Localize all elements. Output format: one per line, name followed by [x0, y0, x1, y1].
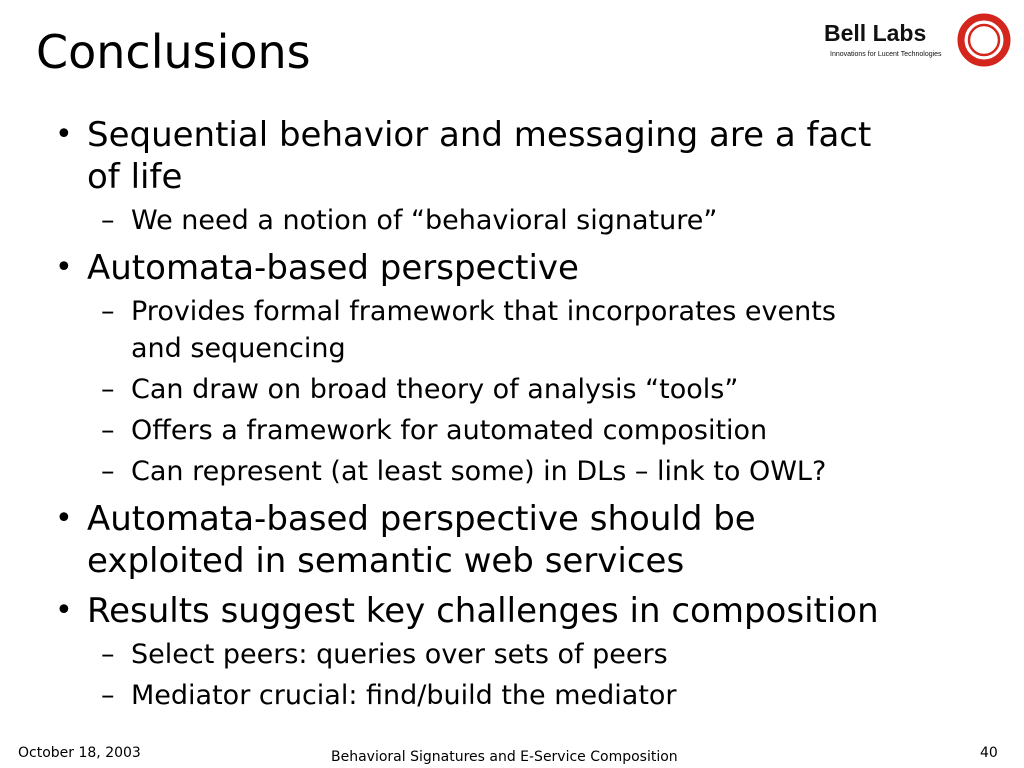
logo-ring-icon [954, 10, 1014, 70]
bullet-text-line: Results suggest key challenges in composition [87, 591, 879, 631]
bullet-text-line: Automata-based perspective [87, 248, 579, 288]
sub-bullet-item [0, 636, 1024, 673]
bullet-text-line: Provides formal framework that incorporates events [131, 296, 836, 327]
dash-marker: – [101, 415, 115, 446]
dash-marker: – [101, 680, 115, 711]
sub-bullet-item [0, 677, 1024, 714]
bullet-item [0, 590, 1024, 632]
bullet-text-line: Can represent (at least some) in DLs – link to OWL? [131, 456, 827, 487]
dash-marker: – [101, 639, 115, 670]
logo-name: Bell Labs [824, 20, 927, 46]
dash-marker: – [101, 374, 115, 405]
bullet-text-line: of life [87, 157, 183, 197]
bullet-marker: • [55, 501, 73, 536]
bullet-text-line: Sequential behavior and messaging are a fact [87, 115, 872, 155]
sub-bullet-item [0, 293, 1024, 367]
dash-marker: – [101, 456, 115, 487]
bullet-text-line: and sequencing [131, 333, 346, 364]
bullet-marker: • [55, 593, 73, 628]
sub-bullet-item [0, 371, 1024, 408]
bullet-item [0, 247, 1024, 289]
bullet-item [0, 114, 1024, 198]
footer-title: Behavioral Signatures and E-Service Composition [331, 749, 678, 765]
sub-bullet-item [0, 202, 1024, 239]
bullet-text-line: exploited in semantic web services [87, 541, 685, 581]
bell-labs-logo [820, 10, 1016, 70]
logo-tagline: Innovations for Lucent Technologies [830, 51, 942, 58]
sub-bullet-item [0, 412, 1024, 449]
bullet-text-line: Can draw on broad theory of analysis “tools” [131, 374, 739, 405]
page-number: 40 [980, 745, 998, 761]
sub-bullet-item [0, 453, 1024, 490]
bullet-text-line: Automata-based perspective should be [87, 499, 756, 539]
bullet-marker: • [55, 117, 73, 152]
bullet-text-line: Select peers: queries over sets of peers [131, 639, 668, 670]
bullet-text-line: Mediator crucial: find/build the mediator [131, 680, 677, 711]
bullet-item [0, 498, 1024, 582]
bullet-text-line: Offers a framework for automated composition [131, 415, 768, 446]
dash-marker: – [101, 205, 115, 236]
bullet-list [0, 106, 1024, 714]
dash-marker: – [101, 296, 115, 327]
bullet-text-line: We need a notion of “behavioral signature” [131, 205, 718, 236]
slide-title: Conclusions [36, 25, 311, 79]
footer-date: October 18, 2003 [18, 745, 141, 761]
bullet-marker: • [55, 250, 73, 285]
